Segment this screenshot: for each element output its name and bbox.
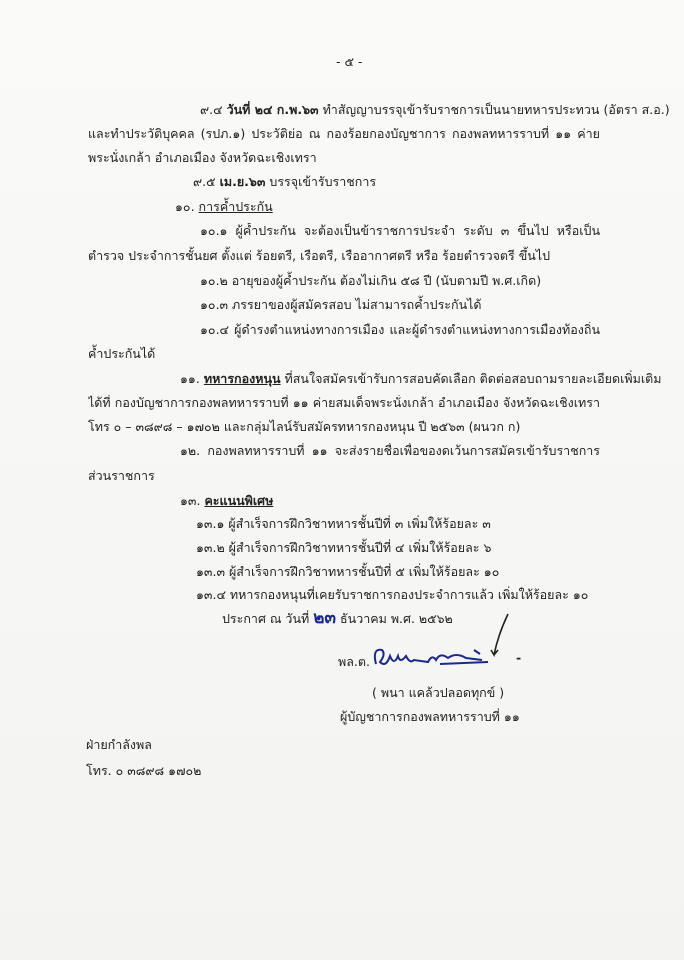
item-10-1-line-1: ๑๐.๑ ผู้ค้ำประกัน จะต้องเป็นข้าราชการประจำ ระดับ ๓ ขึ้นไป หรือเป็น: [200, 223, 600, 238]
item-12-line-1: ๑๒. กองพลทหารราบที่ ๑๑ จะส่งรายชื่อเพื่อของดเว้นการสมัครเข้ารับราชการ: [180, 443, 600, 458]
signatory-name: ( พนา แคล้วปลอดทุกข์ ): [372, 685, 505, 700]
item-10-1-line-2: ตำรวจ ประจำการชั้นยศ ตั้งแต่ ร้อยตรี, เรือตรี, เรืออากาศตรี หรือ ร้อยตำรวจตรี ขึ้นไป: [88, 248, 551, 263]
item-9-4-line-1: [200, 102, 670, 118]
section-title: ทหารกองหนุน: [203, 371, 281, 386]
signature-dash: -: [516, 650, 522, 665]
footer-department: ฝ่ายกำลังพล: [86, 737, 152, 752]
item-13-1: ๑๓.๑ ผู้สำเร็จการฝึกวิชาทหารชั้นปีที่ ๓ เพิ่มให้ร้อยละ ๓: [196, 516, 491, 531]
item-10-2: ๑๐.๒ อายุของผู้ค้ำประกัน ต้องไม่เกิน ๕๘ ปี (นับตามปี พ.ศ.เกิด): [200, 273, 542, 288]
signature-image: [370, 640, 500, 674]
item-text: ทำสัญญาบรรจุเข้ารับราชการเป็นนายทหารประทวน (อัตรา ส.อ.): [322, 102, 670, 117]
section-number: ๑๓.: [180, 493, 201, 508]
item-12-line-2: ส่วนราชการ: [88, 468, 155, 483]
section-number: ๑๑.: [180, 371, 200, 386]
item-date: เม.ย.๖๓: [219, 174, 266, 189]
section-title: การค้ำประกัน: [198, 199, 273, 214]
page-number: - ๕ -: [336, 54, 363, 69]
signatory-position: ผู้บัญชาการกองพลทหารราบที่ ๑๑: [340, 709, 520, 724]
item-13-4: ๑๓.๔ ทหารกองหนุนที่เคยรับราชการกองประจำการแล้ว เพิ่มให้ร้อยละ ๑๐: [196, 587, 589, 602]
item-10-3: ๑๐.๓ ภรรยาของผู้สมัครสอบ ไม่สามารถค้ำประกันได้: [200, 297, 482, 312]
item-11-line-2: ได้ที่ กองบัญชาการกองพลทหารราบที่ ๑๑ ค่ายสมเด็จพระนั่งเกล้า อำเภอเมือง จังหวัดฉะเชิงเทรา: [88, 395, 600, 410]
item-date: วันที่ ๒๔ ก.พ.๖๓: [226, 102, 319, 117]
item-9-4-line-2: และทำประวัติบุคคล (รปภ.๑) ประวัติย่อ ณ กองร้อยกองบัญชาการ กองพลทหารราบที่ ๑๑ ค่าย: [88, 126, 600, 141]
announcement-date: [222, 607, 453, 630]
item-9-5: [193, 174, 376, 190]
item-9-4-line-3: พระนั่งเกล้า อำเภอเมือง จังหวัดฉะเชิงเทรา: [88, 150, 317, 165]
announce-month-year: ธันวาคม พ.ศ. ๒๕๖๒: [340, 611, 453, 626]
footer-phone: โทร. ๐ ๓๘๙๘ ๑๗๐๒: [86, 763, 202, 778]
signature-rank: พล.ต.: [338, 654, 370, 669]
section-13-heading: [180, 493, 273, 509]
section-10-heading: [175, 199, 273, 215]
section-title: คะแนนพิเศษ: [204, 493, 274, 508]
handwritten-day: ๒๓: [313, 608, 337, 628]
item-11-line-3: โทร ๐ – ๓๘๙๘ – ๑๗๐๒ และกลุ่มไลน์รับสมัครทหารกองหนุน ปี ๒๕๖๓ (ผนวก ก): [88, 419, 521, 434]
item-10-4-line-1: ๑๐.๔ ผู้ดำรงตำแหน่งทางการเมือง และผู้ดำรงตำแหน่งทางการเมืองท้องถิ่น: [200, 322, 600, 337]
item-number: ๙.๔: [200, 102, 223, 117]
item-13-3: ๑๓.๓ ผู้สำเร็จการฝึกวิชาทหารชั้นปีที่ ๕ เพิ่มให้ร้อยละ ๑๐: [196, 564, 500, 579]
item-13-2: ๑๓.๒ ผู้สำเร็จการฝึกวิชาทหารชั้นปีที่ ๔ เพิ่มให้ร้อยละ ๖: [196, 540, 492, 555]
item-11-line-1: [180, 371, 661, 387]
item-number: ๙.๕: [193, 174, 216, 189]
section-number: ๑๐.: [175, 199, 195, 214]
announce-prefix: ประกาศ ณ วันที่: [222, 611, 310, 626]
item-10-4-line-2: ค้ำประกันได้: [88, 346, 156, 361]
item-text: บรรจุเข้ารับราชการ: [269, 174, 377, 189]
item-text: ที่สนใจสมัครเข้ารับการสอบคัดเลือก ติดต่อสอบถามรายละเอียดเพิ่มเติม: [284, 371, 662, 386]
